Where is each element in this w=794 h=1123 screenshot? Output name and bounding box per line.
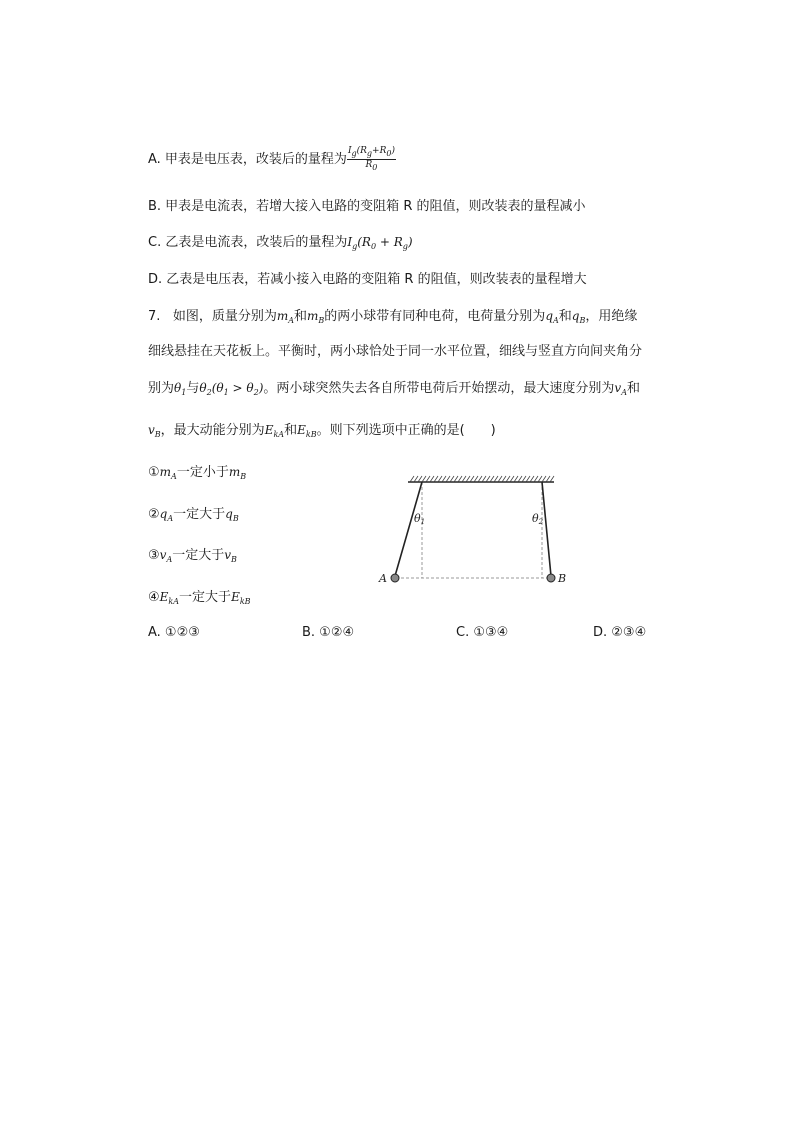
range-fraction: $\frac{Ig(Rg+R0)}{R0}$ [347,146,395,172]
option-a-text: A. 甲表是电压表，改装后的量程为 [148,152,347,167]
option-a [148,146,396,173]
string-a [395,482,422,576]
choice-b: B. ①②④ [302,625,355,640]
statement-1: $①m_A$一定小于$m_B$ [148,465,247,481]
pendulum-figure [372,472,572,592]
statement-2: $②q_A$一定大于$q_B$ [148,507,239,523]
question7-line1: 7. 如图，质量分别为$m_A$和$m_B$的两小球带有同种电荷，电荷量分别为$q_A$和$q_B$，用绝缘 [148,309,638,325]
statement-4: $④E_{kA}$一定大于$E_{kB}$ [148,590,251,606]
question-number: 7. [148,309,161,324]
question7-line4: $v_B$，最大动能分别为$E_{kA}$和$E_{kB}$。则下列选项中正确的是( ) [148,423,496,439]
string-b [542,482,551,576]
ceiling-hatch [410,476,554,482]
option-c [148,233,413,256]
question7-line2: 细线悬挂在天花板上。平衡时，两小球恰处于同一水平位置，细线与竖直方向间夹角分 [148,344,643,359]
range-formula: $I_g(R_0 + R_g)$ [347,235,413,251]
option-d: D. 乙表是电压表，若减小接入电路的变阻箱 R 的阻值，则改装表的量程增大 [148,272,587,287]
ball-b [547,574,555,582]
theta1-label: θ1 [414,512,426,526]
choice-c: C. ①③④ [456,625,509,640]
option-b: B. 甲表是电流表，若增大接入电路的变阻箱 R 的阻值，则改装表的量程减小 [148,199,586,214]
statement-3: $③v_A$一定大于$v_B$ [148,548,237,564]
theta2-label: θ2 [532,512,544,526]
choice-a: A. ①②③ [148,625,200,640]
ball-a [391,574,399,582]
label-b: B [558,572,567,585]
option-c-text: C. 乙表是电流表，改装后的量程为 [148,235,348,250]
question7-line3: 别为$\theta_1$与$\theta_2(\theta_1 > \theta_2)$。两小球突然失去各自所带电荷后开始摆动，最大速度分别为$v_A$和 [148,381,640,397]
label-a: A [379,572,387,585]
choice-d: D. ②③④ [593,625,647,640]
